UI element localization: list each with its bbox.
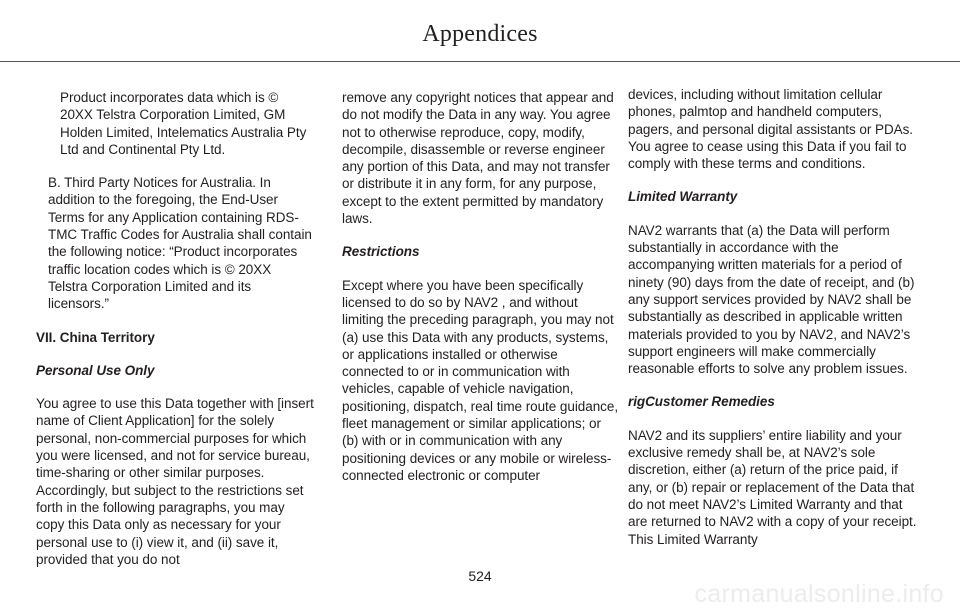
paragraph-limited-warranty: NAV2 warrants that (a) the Data will perform substantially in accordance with the accompanying written materials for a period of ninety (90) days from the date of receipt, and (b) any support services provided by NAV2 shall be substantially as described in applicable written materials provided to you by NAV2, and NAV2’s support engineers will make commercially reasonable efforts to solve any problem issues.: [628, 222, 915, 377]
page-title: Appendices: [422, 21, 538, 47]
paragraph-customer-remedies: NAV2 and its suppliers’ entire liability and your exclusive remedy shall be, at NAV2’s sole discretion, either (a) return of the price paid, if any, or (b) repair or replacement of the Data that do not meet NAV2’s Limited Warranty and that are returned to NAV2 with a copy of your receipt. This Limited Warranty: [628, 427, 917, 547]
paragraph-copyright-notices: remove any copyright notices that appear and do not modify the Data in any way. You agree not to otherwise reproduce, copy, modify, decompile, disassemble or reverse engineer any portion of this Data, and may not transfer or distribute it in any form, for any purpose, except to the extent permitted by mandatory laws.: [342, 90, 614, 227]
paragraph-telstra-notice: Product incorporates data which is © 20XX Telstra Corporation Limited, GM Holden Limited, Intelematics Australia Pty Ltd and Continental Pty Ltd.: [60, 90, 307, 157]
heading-personal-use: Personal Use Only: [36, 362, 155, 378]
header-divider: [0, 61, 960, 62]
paragraph-third-party-notices: B. Third Party Notices for Australia. In addition to the foregoing, the End-User Terms for any Application containing RDS-TMC Traffic Codes for Australia shall contain the following notice: “Product incorporates traffic location codes which is © 20XX Telstra Corporation Limited and its licensors.”: [48, 175, 312, 312]
text-column-1: [36, 89, 314, 584]
text-column-3: [628, 86, 920, 564]
paragraph-devices: devices, including without limitation cellular phones, palmtop and handheld computers, pagers, and personal digital assistants or PDAs. You agree to cease using this Data if you fail to comply with these terms and conditions.: [628, 87, 914, 172]
heading-limited-warranty: Limited Warranty: [628, 189, 738, 205]
heading-restrictions: Restrictions: [342, 244, 420, 260]
heading-china-territory: VII. China Territory: [36, 329, 155, 345]
text-column-2: [342, 89, 620, 500]
page-number: 524: [468, 568, 492, 584]
paragraph-restrictions: Except where you have been specifically licensed to do so by NAV2 , and without limiting the preceding paragraph, you may not (a) use this Data with any products, systems, or applications installed or otherwise connected to or in communication with vehicles, capable of vehicle navigation, positioning, dispatch, real time route guidance, fleet management or similar applications; or (b) with or in communication with any positioning devices or any mobile or wireless-connected electronic or computer: [342, 277, 619, 483]
paragraph-personal-use: You agree to use this Data together with [insert name of Client Application] for the solely personal, non-commercial purposes for which you were licensed, and not for service bureau, time-sharing or other similar purposes. Accordingly, but subject to the restrictions set forth in the following paragraphs, you may copy this Data only as necessary for your personal use to (i) view it, and (ii) save it, provided that you do not: [36, 396, 314, 567]
heading-customer-remedies: rigCustomer Remedies: [628, 394, 775, 410]
watermark: carmanualsonline.info: [694, 580, 944, 608]
